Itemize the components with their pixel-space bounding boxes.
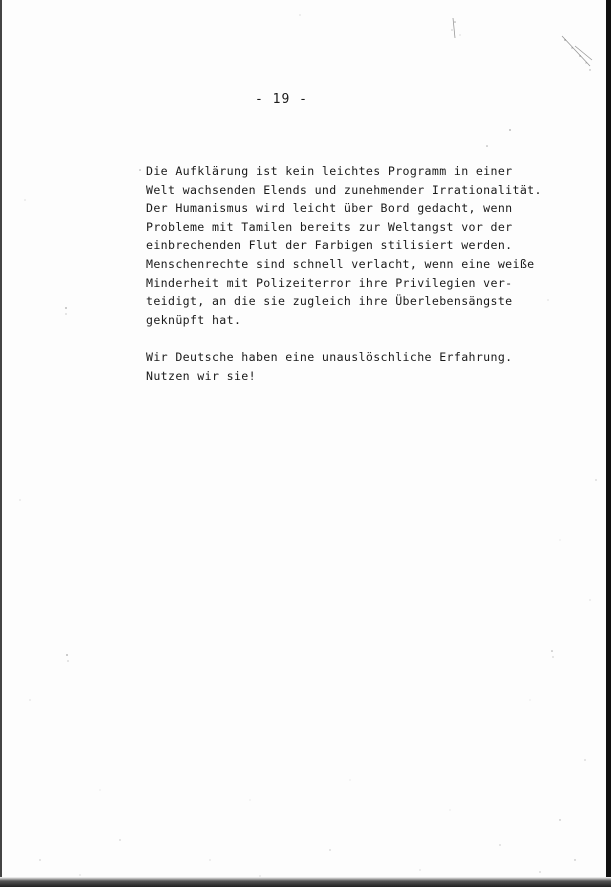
page-number: - 19 - (255, 92, 308, 107)
text-line: Minderheit mit Polizeiterror ihre Privilegien ver- (146, 275, 513, 290)
body-text (146, 162, 542, 385)
text-line: Menschenrechte sind schnell verlacht, wenn eine weiße (146, 256, 535, 271)
text-line: Welt wachsenden Elends und zunehmender Irrationalität. (146, 182, 542, 197)
paragraph-2 (146, 348, 526, 385)
scan-edge-bottom (0, 877, 611, 887)
text-line: geknüpft hat. (146, 312, 242, 327)
text-line: Die Aufklärung ist kein leichtes Programm in einer (146, 164, 513, 178)
text-line: Der Humanismus wird leicht über Bord gedacht, wenn (146, 201, 513, 216)
text-line: teidigt, an die sie zugleich ihre Überlebensängste (146, 294, 513, 309)
scan-edge-right (606, 0, 611, 887)
text-line: Nutzen wir sie! (146, 368, 256, 383)
text-line: Wir Deutsche haben eine unauslöschliche Erfahrung. (146, 349, 513, 364)
text-line: Probleme mit Tamilen bereits zur Weltangst vor der (146, 219, 513, 234)
text-line: einbrechenden Flut der Farbigen stilisiert werden. (146, 238, 513, 253)
scan-edge-left (0, 0, 2, 887)
paragraph-1 (146, 162, 542, 329)
